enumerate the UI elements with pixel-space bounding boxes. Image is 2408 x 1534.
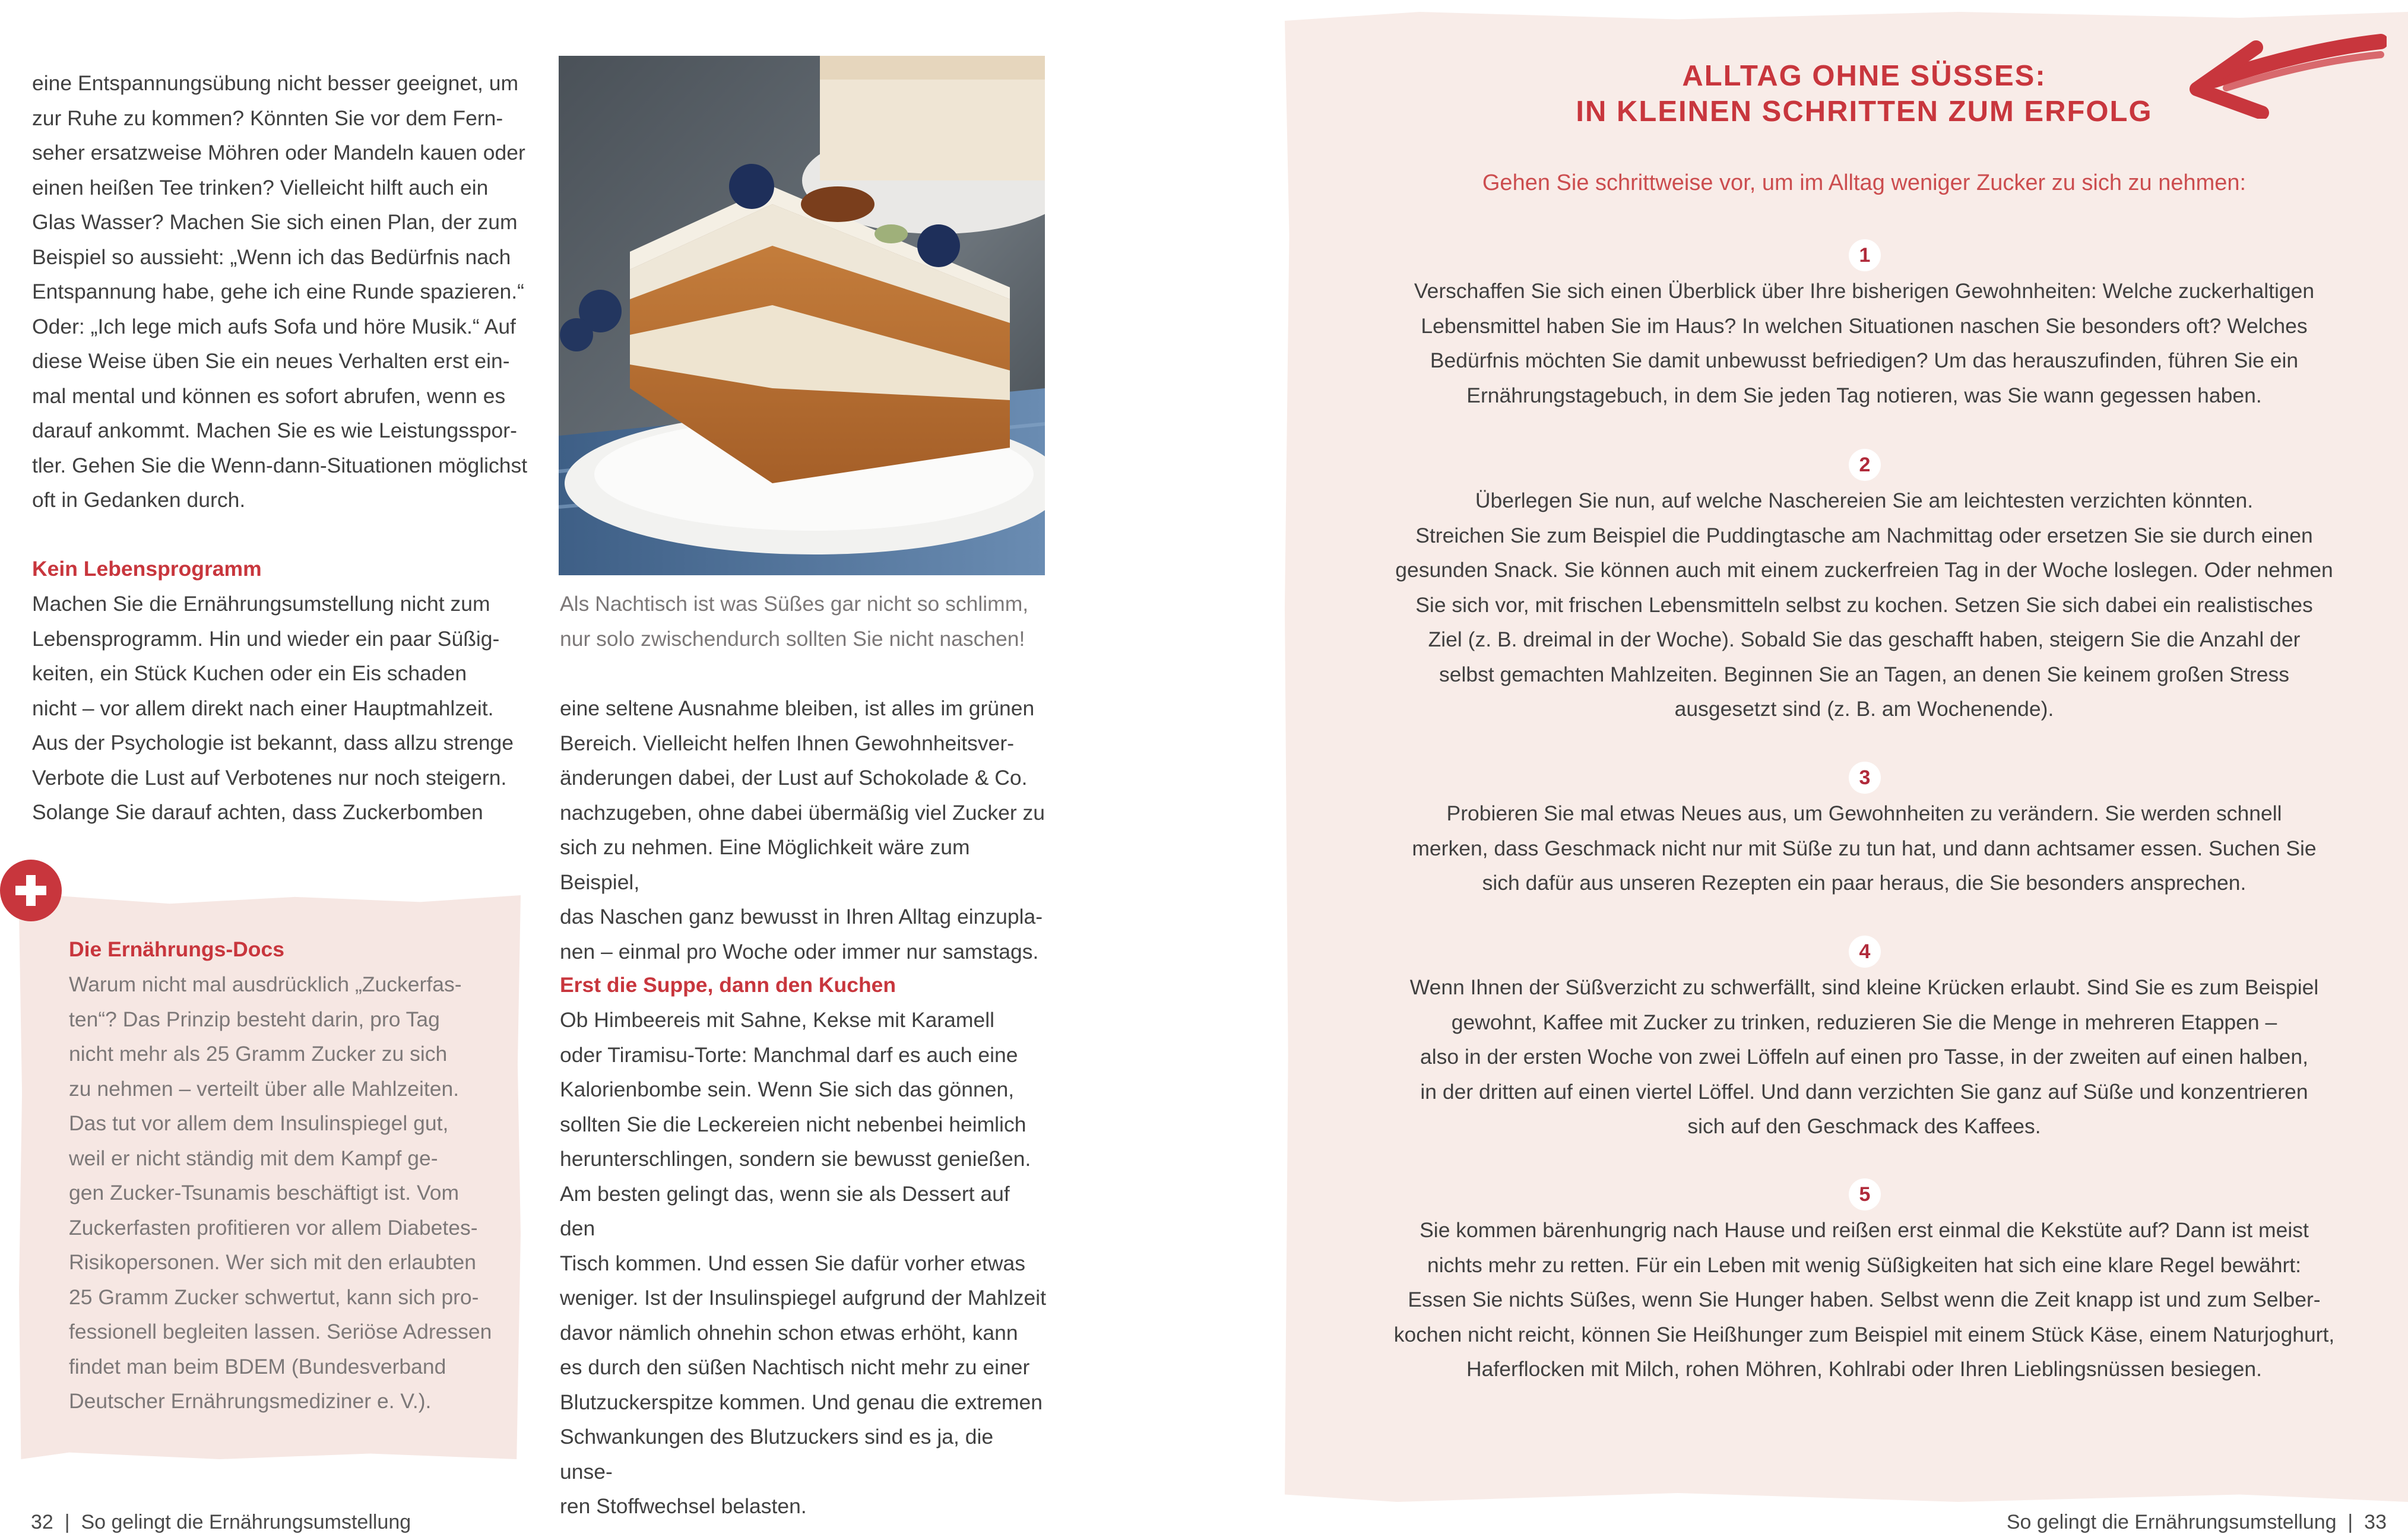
carrot-cake-photo	[559, 56, 1045, 575]
step-number-2: 2	[1849, 449, 1881, 481]
section-body-kein-lebensprogramm: Machen Sie die Ernährungsumstellung nicht zum Lebensprogramm. Hin und wieder ein paar Süßig- keiten, ein Stück Kuchen oder ein Eis schaden nicht – vor allem direkt nach einer Hauptmahlzeit. Aus der Psychologie ist bekannt, dass allzu strenge Verbote die Lust auf Verbotenes nur noch steigern. Solange Sie darauf achten, dass Zuckerbomben	[32, 592, 514, 824]
section-heading-erst-die-suppe: Erst die Suppe, dann den Kuchen	[560, 973, 896, 997]
footer-separator-right: |	[2347, 1511, 2353, 1533]
section-body-erst-die-suppe: Ob Himbeereis mit Sahne, Kekse mit Karamell oder Tiramisu-Torte: Manchmal darf es auch eine Kalorienbombe sein. Wenn Sie sich das gönnen, sollten Sie die Leckereien nicht nebenbei heimlich herunterschlingen, sondern sie bewusst genießen. Am besten gelingt das, wenn sie als Dessert auf den Tisch kommen. Und essen Sie dafür vorher etwas weniger. Ist der Insulinspiegel aufgrund der Mahlzeit davor nämlich ohnehin schon etwas erhöht, kann es durch den süßen Nachtisch nicht mehr zu einer Blutzuckerspitze kommen. Und genau die extremen Schwankungen des Blutzuckers sind es ja, die unse- ren Stoffwechsel belasten.	[560, 1008, 1046, 1518]
step-number-3: 3	[1849, 762, 1881, 794]
medical-plus-icon	[0, 860, 62, 921]
footer-separator-left: |	[64, 1511, 70, 1533]
middle-column-intro-text: eine seltene Ausnahme bleiben, ist alles im grünen Bereich. Vielleicht helfen Ihnen Gewohnheitsver- änderungen dabei, der Lust auf Schokolade & Co. nachzugeben, ohne dabei übermäßig viel Zucker zu sich zu nehmen. Eine Möglichkeit wäre zum Beispiel, das Naschen ganz bewusst in Ihren Alltag einzupla- nen – einmal pro Woche oder immer nur samstags.	[560, 696, 1045, 963]
page-number-right: 33	[2364, 1511, 2387, 1533]
footer-title-left: So gelingt die Ernährungsumstellung	[81, 1511, 411, 1533]
photo-caption: Als Nachtisch ist was Süßes gar nicht so schlimm, nur solo zwischendurch sollten Sie nicht naschen!	[560, 592, 1029, 651]
box-title-line-1: ALLTAG OHNE SÜSSES:	[1682, 60, 2046, 92]
page-number-left: 32	[31, 1511, 53, 1533]
step-text-4: Wenn Ihnen der Süßverzicht zu schwerfällt, sind kleine Krücken erlaubt. Sind Sie es zum Beispiel gewohnt, Kaffee mit Zucker zu trinken, reduzieren Sie die Menge in mehreren Etappen – also in der ersten Woche von zwei Löffeln auf einen pro Tasse, in der zweiten auf einen halben, in der dritten auf einen viertel Löffel. Und dann verzichten Sie ganz auf Süße und konzentrieren sich auf den Geschmack des Kaffees.	[1409, 975, 2319, 1138]
step-text-1: Verschaffen Sie sich einen Überblick über Ihre bisherigen Gewohnheiten: Welche zuckerhaltigen Lebensmittel haben Sie im Haus? In welchen Situationen naschen Sie besonders oft? Welches Bedürfnis möchten Sie damit unbewusst befriedigen? Um das herauszufinden, führen Sie ein Ernährungstagebuch, in dem Sie jeden Tag notieren, was Sie wann gegessen haben.	[1414, 279, 2315, 407]
footer-title-right: So gelingt die Ernährungsumstellung	[2006, 1511, 2337, 1533]
footer-right	[2007, 1511, 2387, 1534]
step-number-5: 5	[1849, 1178, 1881, 1210]
footer-left	[31, 1511, 411, 1534]
left-column-intro-text: eine Entspannungsübung nicht besser geeignet, um zur Ruhe zu kommen? Könnten Sie vor dem Fern- seher ersatzweise Möhren oder Mandeln kauen oder einen heißen Tee trinken? Vielleicht hilft auch ein Glas Wasser? Machen Sie sich einen Plan, der zum Beispiel so aussieht: „Wenn ich das Bedürfnis nach Entspannung habe, gehe ich eine Runde spazieren.“ Oder: „Ich lege mich aufs Sofa und höre Musik.“ Auf diese Weise üben Sie ein neues Verhalten erst ein- mal mental und können es sofort abrufen, wenn es darauf ankommt. Machen Sie es wie Leistungsspor- tler. Gehen Sie die Wenn-dann-Situationen möglichst oft in Gedanken durch.	[32, 71, 528, 512]
step-number-1: 1	[1849, 239, 1881, 271]
box-subtitle: Gehen Sie schrittweise vor, um im Alltag weniger Zucker zu sich zu nehmen:	[1482, 170, 2247, 195]
step-text-2: Überlegen Sie nun, auf welche Naschereien Sie am leichtesten verzichten könnten. Streichen Sie zum Beispiel die Puddingtasche am Nachmittag oder ersetzen Sie sie durch einen gesunden Snack. Sie können auch mit einem zuckerfreien Tag in der Woche loslegen. Oder nehmen Sie sich vor, mit frischen Lebensmitteln selbst zu kochen. Setzen Sie sich dabei ein realistisches Ziel (z. B. dreimal in der Woche). Sobald Sie das geschafft haben, steigern Sie die Anzahl der selbst gemachten Mahlzeiten. Beginnen Sie an Tagen, an denen Sie keinem großen Stress ausgesetzt sind (z. B. am Wochenende).	[1395, 489, 2333, 721]
step-number-4: 4	[1849, 936, 1881, 968]
info-box-heading: Die Ernährungs-Docs	[69, 937, 284, 961]
step-text-5: Sie kommen bärenhungrig nach Hause und reißen erst einmal die Kekstüte auf? Dann ist meist nichts mehr zu retten. Für ein Leben mit wenig Süßigkeiten hat sich eine klare Regel bewährt: Essen Sie nichts Süßes, wenn Sie Hunger haben. Selbst wenn die Zeit knapp ist und zum Selber- kochen nicht reicht, können Sie Heißhunger zum Beispiel mit einem Stück Käse, einem Naturjoghurt, Haferflocken mit Milch, rohen Möhren, Kohlrabi oder Ihren Lieblingsnüssen besiegen.	[1393, 1218, 2335, 1381]
section-heading-kein-lebensprogramm: Kein Lebensprogramm	[32, 557, 262, 581]
box-title-line-2: IN KLEINEN SCHRITTEN ZUM ERFOLG	[1576, 96, 2153, 128]
info-box-body: Warum nicht mal ausdrücklich „Zuckerfas- ten“? Das Prinzip besteht darin, pro Tag nicht mehr als 25 Gramm Zucker zu sich zu nehmen – verteilt über alle Mahlzeiten. Das tut vor allem dem Insulinspiegel gut, weil er nicht ständig mit dem Kampf ge- gen Zucker-Tsunamis beschäftigt ist. Vom Zuckerfasten profitieren vor allem Diabetes- Risikopersonen. Wer sich mit den erlaubten 25 Gramm Zucker schwertut, kann sich pro- fessionell begleiten lassen. Seriöse Adressen findet man beim BDEM (Bundesverband Deutscher Ernährungsmediziner e. V.).	[69, 972, 492, 1413]
step-text-3: Probieren Sie mal etwas Neues aus, um Gewohnheiten zu verändern. Sie werden schnell merken, dass Geschmack nicht nur mit Süße zu tun hat, und dann achtsamer essen. Suchen Sie sich dafür aus unseren Rezepten ein paar heraus, die Sie besonders ansprechen.	[1412, 801, 2317, 895]
